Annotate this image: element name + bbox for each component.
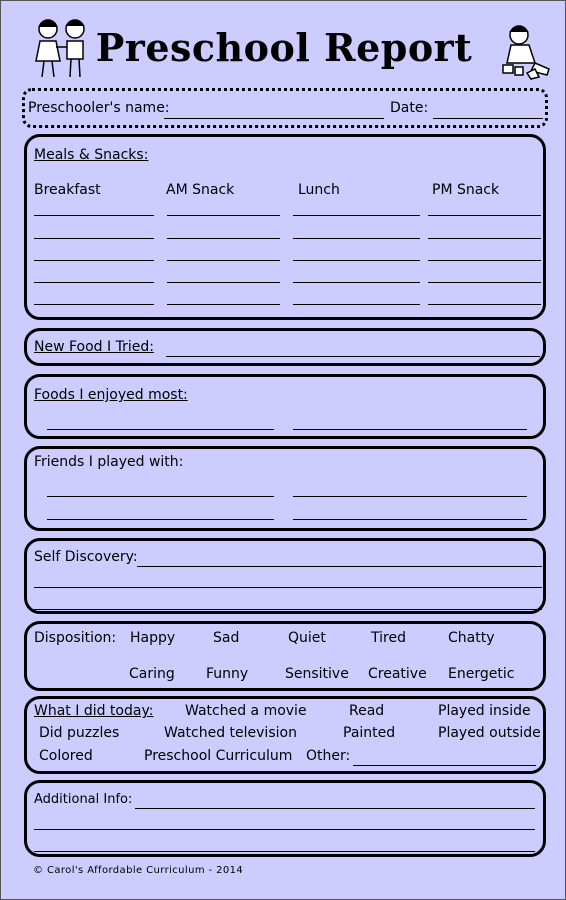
disposition-funny[interactable]: Funny bbox=[206, 666, 249, 682]
pm-snack-column-header: PM Snack bbox=[432, 182, 500, 198]
pm-snack-line-3[interactable] bbox=[428, 260, 541, 261]
friends-line-4[interactable] bbox=[293, 519, 527, 520]
activity-read[interactable]: Read bbox=[349, 703, 385, 719]
activities-label: What I did today: bbox=[34, 703, 154, 719]
self-discovery-line-1[interactable] bbox=[137, 566, 542, 567]
lunch-line-4[interactable] bbox=[293, 282, 420, 283]
new-food-field[interactable] bbox=[166, 356, 540, 357]
new-food-label: New Food I Tried: bbox=[34, 339, 154, 355]
friends-line-3[interactable] bbox=[47, 519, 274, 520]
name-date-box bbox=[22, 88, 548, 128]
activity-preschool-curriculum[interactable]: Preschool Curriculum bbox=[144, 748, 293, 764]
activity-played-outside[interactable]: Played outside bbox=[438, 725, 541, 741]
friends-line-1[interactable] bbox=[47, 496, 274, 497]
pm-snack-line-5[interactable] bbox=[428, 304, 541, 305]
lunch-line-3[interactable] bbox=[293, 260, 420, 261]
additional-info-line-3[interactable] bbox=[34, 851, 535, 852]
page-title: Preschool Report bbox=[95, 25, 473, 70]
disposition-sensitive[interactable]: Sensitive bbox=[285, 666, 349, 682]
lunch-line-1[interactable] bbox=[293, 215, 420, 216]
breakfast-line-1[interactable] bbox=[34, 215, 154, 216]
activity-other-label: Other: bbox=[306, 748, 351, 764]
am-snack-line-5[interactable] bbox=[167, 304, 280, 305]
breakfast-line-4[interactable] bbox=[34, 282, 154, 283]
date-field[interactable] bbox=[433, 118, 543, 119]
disposition-tired[interactable]: Tired bbox=[371, 630, 406, 646]
preschooler-name-label: Preschooler's name: bbox=[28, 100, 170, 116]
activities-box bbox=[24, 696, 546, 774]
friends-line-2[interactable] bbox=[293, 496, 527, 497]
meals-snacks-box bbox=[24, 134, 546, 320]
foods-enjoyed-label: Foods I enjoyed most: bbox=[34, 387, 188, 403]
additional-info-label: Additional Info: bbox=[34, 792, 133, 807]
am-snack-line-1[interactable] bbox=[167, 215, 280, 216]
lunch-column-header: Lunch bbox=[298, 182, 340, 198]
self-discovery-label: Self Discovery: bbox=[34, 549, 138, 565]
breakfast-column-header: Breakfast bbox=[34, 182, 101, 198]
breakfast-line-3[interactable] bbox=[34, 260, 154, 261]
am-snack-line-3[interactable] bbox=[167, 260, 280, 261]
foods-enjoyed-line-1[interactable] bbox=[47, 429, 274, 430]
pm-snack-line-2[interactable] bbox=[428, 238, 541, 239]
pm-snack-line-4[interactable] bbox=[428, 282, 541, 283]
self-discovery-box bbox=[24, 538, 546, 614]
activity-painted[interactable]: Painted bbox=[343, 725, 396, 741]
foods-enjoyed-box bbox=[24, 374, 546, 439]
disposition-sad[interactable]: Sad bbox=[213, 630, 240, 646]
new-food-box bbox=[24, 328, 546, 366]
disposition-happy[interactable]: Happy bbox=[130, 630, 176, 646]
am-snack-line-2[interactable] bbox=[167, 238, 280, 239]
am-snack-column-header: AM Snack bbox=[166, 182, 235, 198]
pm-snack-line-1[interactable] bbox=[428, 215, 541, 216]
disposition-caring[interactable]: Caring bbox=[129, 666, 175, 682]
additional-info-line-2[interactable] bbox=[34, 829, 535, 830]
lunch-line-5[interactable] bbox=[293, 304, 420, 305]
disposition-chatty[interactable]: Chatty bbox=[448, 630, 495, 646]
self-discovery-line-2[interactable] bbox=[34, 587, 542, 588]
disposition-box bbox=[24, 621, 546, 691]
breakfast-line-2[interactable] bbox=[34, 238, 154, 239]
self-discovery-line-3[interactable] bbox=[34, 609, 542, 610]
activity-did-puzzles[interactable]: Did puzzles bbox=[39, 725, 120, 741]
friends-box bbox=[24, 446, 546, 531]
disposition-label: Disposition: bbox=[34, 630, 117, 646]
additional-info-box bbox=[24, 780, 546, 857]
disposition-creative[interactable]: Creative bbox=[368, 666, 427, 682]
foods-enjoyed-line-2[interactable] bbox=[293, 429, 527, 430]
am-snack-line-4[interactable] bbox=[167, 282, 280, 283]
activity-watched-movie[interactable]: Watched a movie bbox=[185, 703, 307, 719]
activity-colored[interactable]: Colored bbox=[39, 748, 93, 764]
additional-info-line-1[interactable] bbox=[135, 808, 535, 809]
breakfast-line-5[interactable] bbox=[34, 304, 154, 305]
activity-played-inside[interactable]: Played inside bbox=[438, 703, 531, 719]
child-playing-blocks-illustration bbox=[497, 21, 559, 81]
meals-snacks-heading: Meals & Snacks: bbox=[34, 147, 149, 163]
date-label: Date: bbox=[390, 100, 429, 116]
preschooler-name-field[interactable] bbox=[164, 118, 384, 119]
disposition-energetic[interactable]: Energetic bbox=[448, 666, 515, 682]
lunch-line-2[interactable] bbox=[293, 238, 420, 239]
activity-other-field[interactable] bbox=[353, 765, 536, 766]
activity-watched-television[interactable]: Watched television bbox=[164, 725, 297, 741]
friends-label: Friends I played with: bbox=[34, 454, 184, 470]
disposition-quiet[interactable]: Quiet bbox=[288, 630, 326, 646]
copyright-footer: © Carol's Affordable Curriculum - 2014 bbox=[33, 865, 244, 876]
